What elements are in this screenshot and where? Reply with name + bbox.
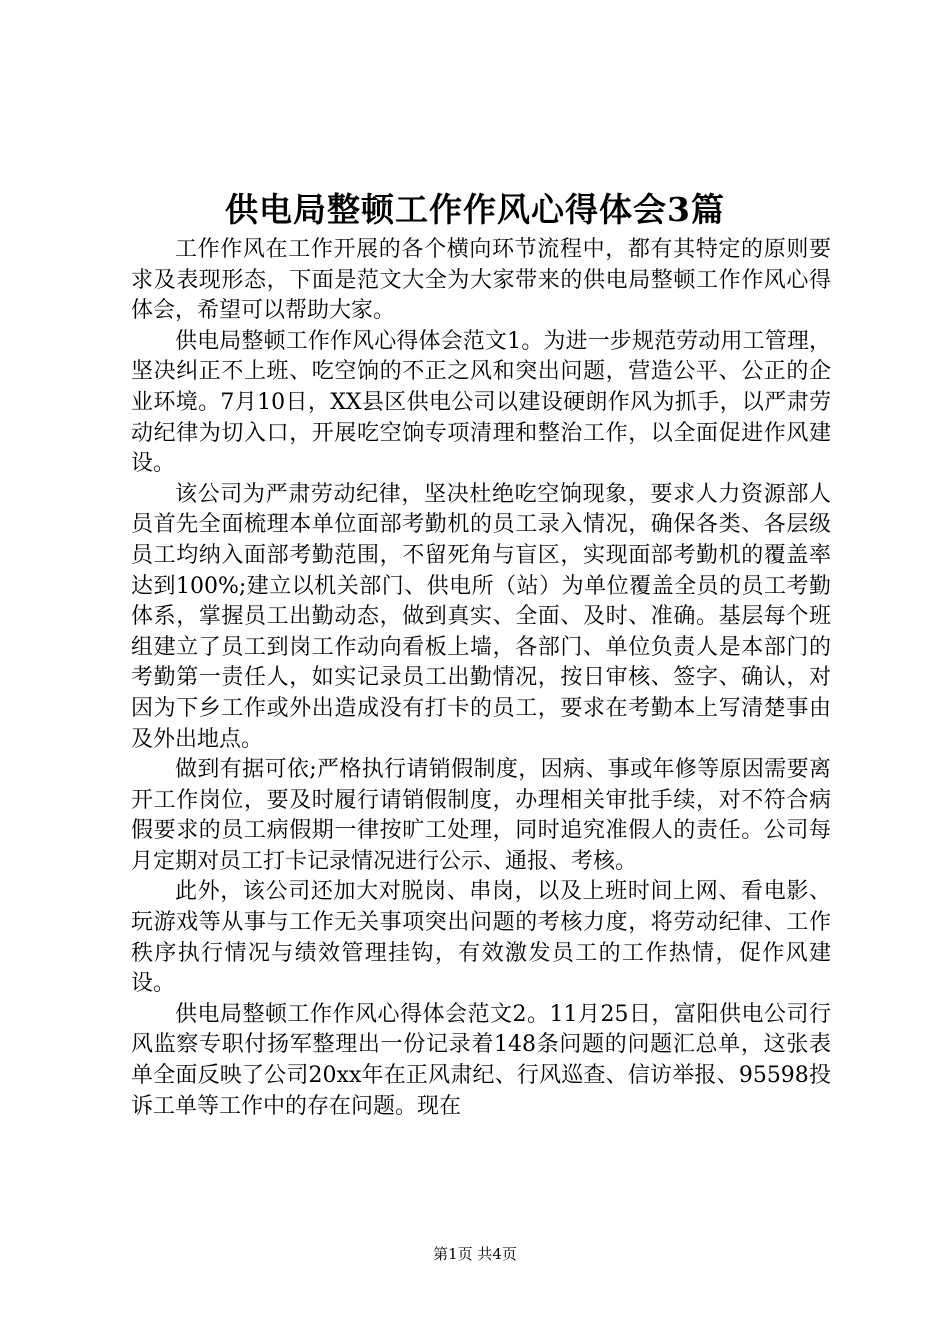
paragraph: 此外，该公司还加大对脱岗、串岗，以及上班时间上网、看电影、玩游戏等从事与工作无关事项突出问题的考核力度，将劳动纪律、工作秩序执行情况与绩效管理挂钩，有效激发员工的工作热情，促作风建设。	[131, 879, 831, 997]
document-title: 供电局整顿工作作风心得体会3篇	[225, 190, 725, 229]
paragraph: 供电局整顿工作作风心得体会范文1。为进一步规范劳动用工管理，坚决纠正不上班、吃空饷的不正之风和突出问题，营造公平、公正的企业环境。7月10日，XX县区供电公司以建设硬朗作风为抓手，以严肃劳动纪律为切入口，开展吃空饷专项清理和整治工作，以全面促进作风建设。	[131, 328, 831, 477]
paragraph: 该公司为严肃劳动纪律，坚决杜绝吃空饷现象，要求人力资源部人员首先全面梳理本单位面部考勤机的员工录入情况，确保各类、各层级员工均纳入面部考勤范围，不留死角与盲区，实现面部考勤机的覆盖率达到100%;建立以机关部门、供电所（站）为单位覆盖全员的员工考勤体系，掌握员工出勤动态，做到真实、全面、及时、准确。基层每个班组建立了员工到岗工作动向看板上墙，各部门、单位负责人是本部门的考勤第一责任人，如实记录员工出勤情况，按日审核、签字、确认，对因为下乡工作或外出造成没有打卡的员工，要求在考勤本上写清楚事由及外出地点。	[131, 481, 831, 752]
paragraph: 做到有据可依;严格执行请销假制度，因病、事或年修等原因需要离开工作岗位，要及时履行请销假制度，办理相关审批手续，对不符合病假要求的员工病假期一律按旷工处理，同时追究准假人的责任。公司每月定期对员工打卡记录情况进行公示、通报、考核。	[131, 757, 831, 874]
document-body	[131, 235, 831, 1122]
page-number-footer: 第1页 共4页	[433, 1245, 517, 1263]
paragraph: 供电局整顿工作作风心得体会范文2。11月25日，富阳供电公司行风监察专职付扬军整理出一份记录着148条问题的问题汇总单，这张表单全面反映了公司20xx年在正风肃纪、行风巡查、信访举报、95598投诉工单等工作中的存在问题。现在	[131, 1001, 831, 1119]
paragraph: 工作作风在工作开展的各个横向环节流程中，都有其特定的原则要求及表现形态，下面是范文大全为大家带来的供电局整顿工作作风心得体会，希望可以帮助大家。	[131, 237, 831, 324]
